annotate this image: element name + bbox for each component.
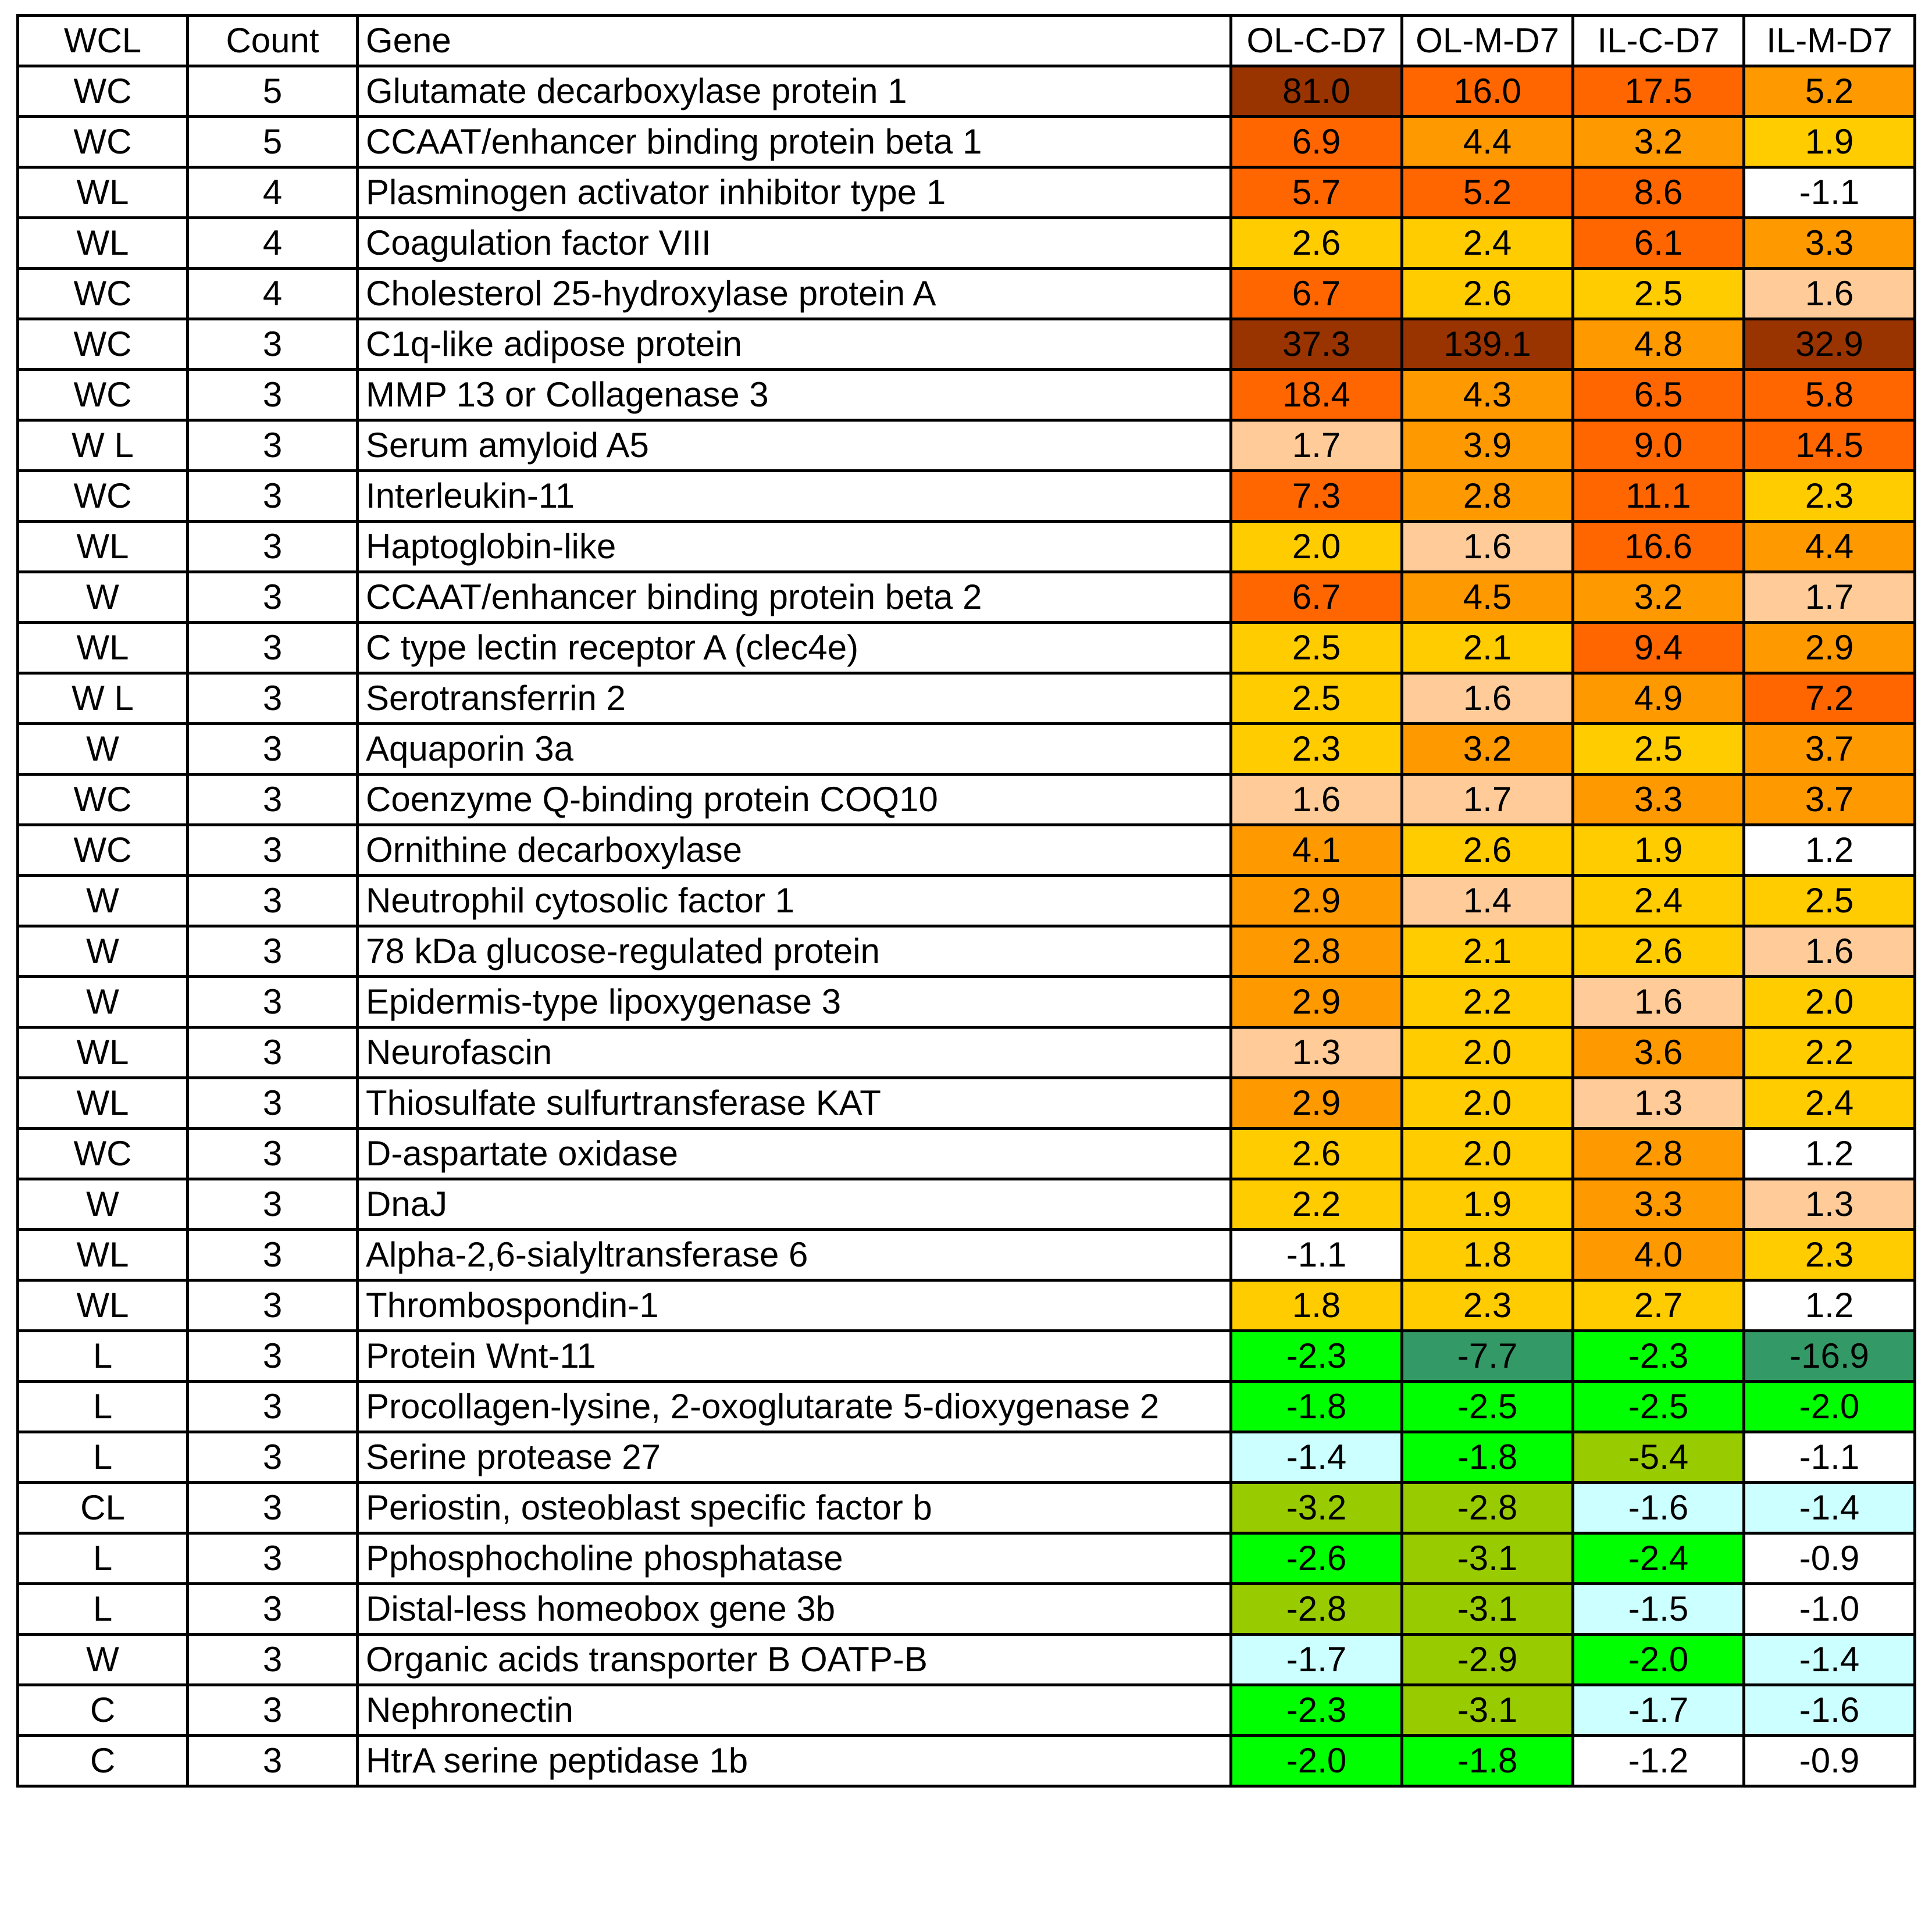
il-c-d7-value: 4.8: [1573, 319, 1744, 370]
ol-m-d7-value: 2.6: [1402, 825, 1573, 876]
ol-m-d7-value: 2.2: [1402, 977, 1573, 1028]
il-m-d7-value: 1.2: [1744, 825, 1915, 876]
ol-m-d7-value: -1.8: [1402, 1432, 1573, 1483]
gene-name-cell: Thiosulfate sulfurtransferase KAT: [358, 1078, 1231, 1129]
il-c-d7-value: 1.3: [1573, 1078, 1744, 1129]
ol-m-d7-value: 1.7: [1402, 775, 1573, 825]
ol-m-d7-value: 2.4: [1402, 218, 1573, 269]
ol-c-d7-value: -2.8: [1231, 1584, 1402, 1635]
ol-c-d7-value: -2.0: [1231, 1736, 1402, 1786]
header-wcl: WCL: [18, 16, 188, 66]
table-row: [18, 572, 1915, 623]
il-m-d7-value: 2.3: [1744, 1230, 1915, 1280]
gene-name-cell: Pphosphocholine phosphatase: [358, 1533, 1231, 1584]
wcl-cell: WL: [18, 167, 188, 218]
il-m-d7-value: -1.1: [1744, 1432, 1915, 1483]
il-m-d7-value: 5.2: [1744, 66, 1915, 117]
il-c-d7-value: 3.3: [1573, 1179, 1744, 1230]
table-row: [18, 1483, 1915, 1533]
il-m-d7-value: 7.2: [1744, 673, 1915, 724]
table-row: [18, 876, 1915, 926]
il-m-d7-value: 1.9: [1744, 117, 1915, 167]
table-row: [18, 926, 1915, 977]
gene-name-cell: Haptoglobin-like: [358, 522, 1231, 572]
ol-c-d7-value: 2.6: [1231, 218, 1402, 269]
gene-name-cell: Neurofascin: [358, 1028, 1231, 1078]
ol-m-d7-value: 2.1: [1402, 623, 1573, 673]
ol-m-d7-value: 4.4: [1402, 117, 1573, 167]
ol-m-d7-value: -7.7: [1402, 1331, 1573, 1382]
ol-m-d7-value: -3.1: [1402, 1584, 1573, 1635]
ol-m-d7-value: 1.8: [1402, 1230, 1573, 1280]
count-cell: 3: [188, 572, 358, 623]
il-c-d7-value: -1.7: [1573, 1685, 1744, 1736]
table-row: [18, 1635, 1915, 1685]
wcl-cell: WC: [18, 775, 188, 825]
gene-name-cell: Periostin, osteoblast specific factor b: [358, 1483, 1231, 1533]
il-c-d7-value: 2.8: [1573, 1129, 1744, 1179]
ol-m-d7-value: 2.0: [1402, 1078, 1573, 1129]
wcl-cell: WC: [18, 319, 188, 370]
il-c-d7-value: 8.6: [1573, 167, 1744, 218]
ol-c-d7-value: 2.5: [1231, 673, 1402, 724]
ol-m-d7-value: 1.6: [1402, 673, 1573, 724]
table-row: [18, 66, 1915, 117]
table-row: [18, 775, 1915, 825]
table-row: [18, 825, 1915, 876]
il-m-d7-value: -0.9: [1744, 1736, 1915, 1786]
il-c-d7-value: 4.0: [1573, 1230, 1744, 1280]
il-m-d7-value: 3.7: [1744, 724, 1915, 775]
table-row: [18, 1736, 1915, 1786]
wcl-cell: W L: [18, 420, 188, 471]
count-cell: 4: [188, 218, 358, 269]
wcl-cell: WC: [18, 825, 188, 876]
ol-c-d7-value: 1.8: [1231, 1280, 1402, 1331]
il-c-d7-value: 3.2: [1573, 117, 1744, 167]
ol-m-d7-value: 5.2: [1402, 167, 1573, 218]
count-cell: 3: [188, 370, 358, 420]
ol-m-d7-value: 1.9: [1402, 1179, 1573, 1230]
ol-m-d7-value: -1.8: [1402, 1736, 1573, 1786]
wcl-cell: CL: [18, 1483, 188, 1533]
ol-c-d7-value: 2.9: [1231, 1078, 1402, 1129]
il-c-d7-value: -2.5: [1573, 1382, 1744, 1432]
table-row: [18, 1078, 1915, 1129]
wcl-cell: WL: [18, 1078, 188, 1129]
table-row: [18, 1432, 1915, 1483]
wcl-cell: C: [18, 1685, 188, 1736]
table-row: [18, 420, 1915, 471]
ol-m-d7-value: 1.6: [1402, 522, 1573, 572]
gene-name-cell: Glutamate decarboxylase protein 1: [358, 66, 1231, 117]
ol-c-d7-value: -1.1: [1231, 1230, 1402, 1280]
count-cell: 3: [188, 673, 358, 724]
count-cell: 3: [188, 977, 358, 1028]
count-cell: 3: [188, 876, 358, 926]
ol-c-d7-value: -3.2: [1231, 1483, 1402, 1533]
il-c-d7-value: 4.9: [1573, 673, 1744, 724]
gene-name-cell: Coenzyme Q-binding protein COQ10: [358, 775, 1231, 825]
ol-m-d7-value: 2.3: [1402, 1280, 1573, 1331]
ol-m-d7-value: 16.0: [1402, 66, 1573, 117]
table-row: [18, 1331, 1915, 1382]
il-m-d7-value: 2.0: [1744, 977, 1915, 1028]
count-cell: 3: [188, 1230, 358, 1280]
il-c-d7-value: 17.5: [1573, 66, 1744, 117]
table-row: [18, 1129, 1915, 1179]
il-c-d7-value: 9.4: [1573, 623, 1744, 673]
il-m-d7-value: 2.5: [1744, 876, 1915, 926]
wcl-cell: W: [18, 724, 188, 775]
table-row: [18, 623, 1915, 673]
count-cell: 3: [188, 1736, 358, 1786]
table-row: [18, 1685, 1915, 1736]
gene-name-cell: Plasminogen activator inhibitor type 1: [358, 167, 1231, 218]
count-cell: 3: [188, 1331, 358, 1382]
ol-m-d7-value: -2.5: [1402, 1382, 1573, 1432]
gene-expression-table: [16, 14, 1916, 1788]
il-c-d7-value: 2.5: [1573, 724, 1744, 775]
table-row: [18, 471, 1915, 522]
ol-c-d7-value: 81.0: [1231, 66, 1402, 117]
ol-m-d7-value: -2.8: [1402, 1483, 1573, 1533]
ol-m-d7-value: 139.1: [1402, 319, 1573, 370]
ol-c-d7-value: -1.8: [1231, 1382, 1402, 1432]
count-cell: 3: [188, 775, 358, 825]
header-il-c-d7: IL-C-D7: [1573, 16, 1744, 66]
gene-name-cell: Organic acids transporter B OATP-B: [358, 1635, 1231, 1685]
wcl-cell: L: [18, 1533, 188, 1584]
wcl-cell: L: [18, 1331, 188, 1382]
count-cell: 3: [188, 1432, 358, 1483]
il-c-d7-value: -5.4: [1573, 1432, 1744, 1483]
table-body: [18, 66, 1915, 1786]
ol-m-d7-value: 3.9: [1402, 420, 1573, 471]
wcl-cell: WL: [18, 218, 188, 269]
count-cell: 3: [188, 825, 358, 876]
count-cell: 3: [188, 1382, 358, 1432]
il-c-d7-value: 2.7: [1573, 1280, 1744, 1331]
ol-m-d7-value: -3.1: [1402, 1685, 1573, 1736]
il-m-d7-value: 1.3: [1744, 1179, 1915, 1230]
table-row: [18, 1584, 1915, 1635]
ol-c-d7-value: 2.0: [1231, 522, 1402, 572]
il-c-d7-value: 11.1: [1573, 471, 1744, 522]
gene-name-cell: Epidermis-type lipoxygenase 3: [358, 977, 1231, 1028]
il-m-d7-value: 1.6: [1744, 269, 1915, 319]
table-row: [18, 522, 1915, 572]
wcl-cell: WL: [18, 1028, 188, 1078]
header-row: [18, 16, 1915, 66]
count-cell: 3: [188, 1280, 358, 1331]
header-gene: Gene: [358, 16, 1231, 66]
gene-name-cell: Thrombospondin-1: [358, 1280, 1231, 1331]
gene-name-cell: Protein Wnt-11: [358, 1331, 1231, 1382]
count-cell: 3: [188, 623, 358, 673]
il-m-d7-value: 3.7: [1744, 775, 1915, 825]
wcl-cell: C: [18, 1736, 188, 1786]
il-m-d7-value: -1.4: [1744, 1483, 1915, 1533]
il-m-d7-value: 5.8: [1744, 370, 1915, 420]
wcl-cell: WC: [18, 269, 188, 319]
gene-name-cell: Nephronectin: [358, 1685, 1231, 1736]
count-cell: 3: [188, 1685, 358, 1736]
il-c-d7-value: -1.6: [1573, 1483, 1744, 1533]
il-c-d7-value: 1.6: [1573, 977, 1744, 1028]
ol-c-d7-value: 2.8: [1231, 926, 1402, 977]
count-cell: 5: [188, 117, 358, 167]
ol-c-d7-value: 7.3: [1231, 471, 1402, 522]
ol-m-d7-value: 1.4: [1402, 876, 1573, 926]
il-m-d7-value: -16.9: [1744, 1331, 1915, 1382]
wcl-cell: WL: [18, 1230, 188, 1280]
ol-c-d7-value: -2.6: [1231, 1533, 1402, 1584]
il-c-d7-value: -2.4: [1573, 1533, 1744, 1584]
ol-c-d7-value: 1.6: [1231, 775, 1402, 825]
ol-m-d7-value: 2.0: [1402, 1028, 1573, 1078]
header-ol-c-d7: OL-C-D7: [1231, 16, 1402, 66]
wcl-cell: WC: [18, 66, 188, 117]
ol-c-d7-value: 6.9: [1231, 117, 1402, 167]
table-row: [18, 117, 1915, 167]
ol-c-d7-value: -1.7: [1231, 1635, 1402, 1685]
count-cell: 3: [188, 926, 358, 977]
gene-name-cell: Aquaporin 3a: [358, 724, 1231, 775]
ol-c-d7-value: -2.3: [1231, 1685, 1402, 1736]
table-row: [18, 1230, 1915, 1280]
count-cell: 3: [188, 319, 358, 370]
ol-m-d7-value: 2.6: [1402, 269, 1573, 319]
il-c-d7-value: 3.6: [1573, 1028, 1744, 1078]
il-m-d7-value: 2.2: [1744, 1028, 1915, 1078]
il-m-d7-value: -1.6: [1744, 1685, 1915, 1736]
ol-m-d7-value: 2.8: [1402, 471, 1573, 522]
gene-name-cell: Cholesterol 25-hydroxylase protein A: [358, 269, 1231, 319]
table-row: [18, 269, 1915, 319]
il-m-d7-value: -2.0: [1744, 1382, 1915, 1432]
gene-name-cell: Alpha-2,6-sialyltransferase 6: [358, 1230, 1231, 1280]
wcl-cell: W: [18, 926, 188, 977]
wcl-cell: W: [18, 572, 188, 623]
ol-c-d7-value: 2.3: [1231, 724, 1402, 775]
ol-c-d7-value: 2.6: [1231, 1129, 1402, 1179]
gene-name-cell: Interleukin-11: [358, 471, 1231, 522]
il-c-d7-value: 6.5: [1573, 370, 1744, 420]
gene-name-cell: MMP 13 or Collagenase 3: [358, 370, 1231, 420]
count-cell: 3: [188, 522, 358, 572]
il-c-d7-value: 6.1: [1573, 218, 1744, 269]
wcl-cell: WL: [18, 522, 188, 572]
il-m-d7-value: 4.4: [1744, 522, 1915, 572]
gene-name-cell: D-aspartate oxidase: [358, 1129, 1231, 1179]
il-m-d7-value: -1.4: [1744, 1635, 1915, 1685]
il-c-d7-value: 2.5: [1573, 269, 1744, 319]
gene-name-cell: Serum amyloid A5: [358, 420, 1231, 471]
ol-c-d7-value: 2.5: [1231, 623, 1402, 673]
header-il-m-d7: IL-M-D7: [1744, 16, 1915, 66]
count-cell: 4: [188, 167, 358, 218]
il-m-d7-value: 32.9: [1744, 319, 1915, 370]
table-row: [18, 1533, 1915, 1584]
header-ol-m-d7: OL-M-D7: [1402, 16, 1573, 66]
count-cell: 3: [188, 1179, 358, 1230]
count-cell: 3: [188, 1078, 358, 1129]
gene-name-cell: Neutrophil cytosolic factor 1: [358, 876, 1231, 926]
table-row: [18, 319, 1915, 370]
gene-name-cell: 78 kDa glucose-regulated protein: [358, 926, 1231, 977]
il-c-d7-value: 3.2: [1573, 572, 1744, 623]
count-cell: 3: [188, 1028, 358, 1078]
count-cell: 3: [188, 420, 358, 471]
wcl-cell: W: [18, 1179, 188, 1230]
gene-name-cell: Serotransferrin 2: [358, 673, 1231, 724]
il-c-d7-value: 9.0: [1573, 420, 1744, 471]
ol-c-d7-value: -1.4: [1231, 1432, 1402, 1483]
table-row: [18, 724, 1915, 775]
count-cell: 5: [188, 66, 358, 117]
wcl-cell: W L: [18, 673, 188, 724]
wcl-cell: WL: [18, 623, 188, 673]
table-row: [18, 1028, 1915, 1078]
il-c-d7-value: 2.6: [1573, 926, 1744, 977]
il-c-d7-value: -2.3: [1573, 1331, 1744, 1382]
ol-m-d7-value: 4.5: [1402, 572, 1573, 623]
ol-c-d7-value: 6.7: [1231, 572, 1402, 623]
gene-name-cell: CCAAT/enhancer binding protein beta 1: [358, 117, 1231, 167]
table-row: [18, 370, 1915, 420]
il-c-d7-value: -1.2: [1573, 1736, 1744, 1786]
il-c-d7-value: 3.3: [1573, 775, 1744, 825]
il-c-d7-value: 2.4: [1573, 876, 1744, 926]
table-row: [18, 977, 1915, 1028]
il-m-d7-value: 2.9: [1744, 623, 1915, 673]
ol-c-d7-value: 1.3: [1231, 1028, 1402, 1078]
ol-c-d7-value: 6.7: [1231, 269, 1402, 319]
wcl-cell: WC: [18, 117, 188, 167]
il-m-d7-value: 1.2: [1744, 1129, 1915, 1179]
il-m-d7-value: 3.3: [1744, 218, 1915, 269]
wcl-cell: W: [18, 876, 188, 926]
count-cell: 4: [188, 269, 358, 319]
count-cell: 3: [188, 471, 358, 522]
il-m-d7-value: 14.5: [1744, 420, 1915, 471]
gene-name-cell: Coagulation factor VIII: [358, 218, 1231, 269]
ol-c-d7-value: 4.1: [1231, 825, 1402, 876]
il-m-d7-value: 1.6: [1744, 926, 1915, 977]
count-cell: 3: [188, 1635, 358, 1685]
il-m-d7-value: 1.7: [1744, 572, 1915, 623]
il-m-d7-value: 1.2: [1744, 1280, 1915, 1331]
il-m-d7-value: -1.0: [1744, 1584, 1915, 1635]
ol-c-d7-value: -2.3: [1231, 1331, 1402, 1382]
ol-m-d7-value: 3.2: [1402, 724, 1573, 775]
count-cell: 3: [188, 1483, 358, 1533]
count-cell: 3: [188, 1533, 358, 1584]
gene-name-cell: Procollagen-lysine, 2-oxoglutarate 5-dioxygenase 2: [358, 1382, 1231, 1432]
wcl-cell: WC: [18, 471, 188, 522]
gene-name-cell: CCAAT/enhancer binding protein beta 2: [358, 572, 1231, 623]
ol-m-d7-value: 2.0: [1402, 1129, 1573, 1179]
il-m-d7-value: -1.1: [1744, 167, 1915, 218]
gene-name-cell: HtrA serine peptidase 1b: [358, 1736, 1231, 1786]
count-cell: 3: [188, 724, 358, 775]
ol-c-d7-value: 2.2: [1231, 1179, 1402, 1230]
table-row: [18, 167, 1915, 218]
ol-m-d7-value: -2.9: [1402, 1635, 1573, 1685]
count-cell: 3: [188, 1584, 358, 1635]
wcl-cell: W: [18, 977, 188, 1028]
ol-c-d7-value: 1.7: [1231, 420, 1402, 471]
il-c-d7-value: -2.0: [1573, 1635, 1744, 1685]
gene-name-cell: C type lectin receptor A (clec4e): [358, 623, 1231, 673]
wcl-cell: W: [18, 1635, 188, 1685]
gene-name-cell: Distal-less homeobox gene 3b: [358, 1584, 1231, 1635]
ol-c-d7-value: 2.9: [1231, 977, 1402, 1028]
table-row: [18, 1280, 1915, 1331]
il-m-d7-value: -0.9: [1744, 1533, 1915, 1584]
wcl-cell: WC: [18, 1129, 188, 1179]
il-c-d7-value: 16.6: [1573, 522, 1744, 572]
il-c-d7-value: 1.9: [1573, 825, 1744, 876]
ol-m-d7-value: 4.3: [1402, 370, 1573, 420]
ol-m-d7-value: -3.1: [1402, 1533, 1573, 1584]
gene-name-cell: Serine protease 27: [358, 1432, 1231, 1483]
ol-c-d7-value: 37.3: [1231, 319, 1402, 370]
table-row: [18, 1179, 1915, 1230]
table-row: [18, 1382, 1915, 1432]
ol-m-d7-value: 2.1: [1402, 926, 1573, 977]
ol-c-d7-value: 18.4: [1231, 370, 1402, 420]
wcl-cell: WC: [18, 370, 188, 420]
wcl-cell: WL: [18, 1280, 188, 1331]
wcl-cell: L: [18, 1432, 188, 1483]
il-c-d7-value: -1.5: [1573, 1584, 1744, 1635]
ol-c-d7-value: 2.9: [1231, 876, 1402, 926]
il-m-d7-value: 2.4: [1744, 1078, 1915, 1129]
ol-c-d7-value: 5.7: [1231, 167, 1402, 218]
count-cell: 3: [188, 1129, 358, 1179]
gene-name-cell: DnaJ: [358, 1179, 1231, 1230]
wcl-cell: L: [18, 1584, 188, 1635]
header-count: Count: [188, 16, 358, 66]
wcl-cell: L: [18, 1382, 188, 1432]
table-row: [18, 673, 1915, 724]
gene-name-cell: Ornithine decarboxylase: [358, 825, 1231, 876]
table-row: [18, 218, 1915, 269]
gene-name-cell: C1q-like adipose protein: [358, 319, 1231, 370]
il-m-d7-value: 2.3: [1744, 471, 1915, 522]
